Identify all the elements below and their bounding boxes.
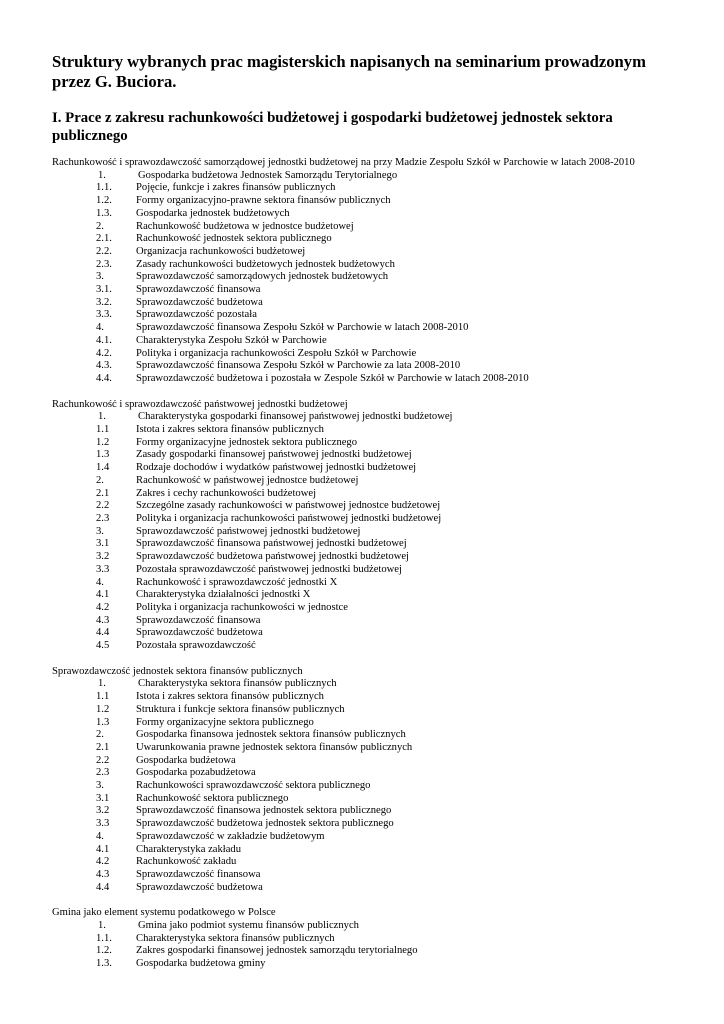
toc-entry-number: 4. — [96, 830, 104, 842]
toc-entry-text: Gospodarka finansowa jednostek sektora finansów publicznych — [136, 729, 406, 741]
toc-entry-text: Sprawozdawczość finansowa jednostek sektora publicznego — [136, 805, 392, 817]
toc-entry — [52, 844, 682, 857]
toc-entry-text: Sprawozdawczość finansowa Zespołu Szkół w Parchowie w latach 2008-2010 — [136, 322, 469, 334]
toc-entry — [52, 462, 682, 475]
toc-entry — [52, 882, 682, 895]
theses-list — [52, 157, 682, 971]
toc-entry — [52, 793, 682, 806]
toc-entry-text: Sprawozdawczość budżetowa państwowej jednostki budżetowej — [136, 551, 410, 563]
toc-entry-number: 3.2 — [96, 551, 110, 563]
thesis-title: Gmina jako element systemu podatkowego w Polsce — [52, 907, 276, 919]
toc-entry-text: Rachunkowość zakładu — [136, 856, 237, 868]
toc-entry — [52, 717, 682, 730]
section-title: I. Prace z zakresu rachunkowości budżetowej i gospodarki budżetowej jednostek sektora publicznego — [52, 110, 613, 144]
toc-entry-text: Formy organizacyjno-prawne sektora finansów publicznych — [136, 195, 391, 207]
toc-entry — [52, 945, 682, 958]
toc-entry-number: 4.3. — [96, 360, 112, 372]
thesis-title: Rachunkowość i sprawozdawczość państwowej jednostki budżetowej — [52, 398, 348, 410]
toc-entry-number: 4.3 — [96, 868, 110, 880]
document-title: Struktury wybranych prac magisterskich napisanych na seminarium prowadzonym przez G. Buciora. — [52, 52, 646, 91]
toc-entry — [52, 360, 682, 373]
toc-entry-text: Charakterystyka Zespołu Szkół w Parchowie — [136, 334, 327, 346]
toc-entry — [52, 615, 682, 628]
toc-entry-text: Gospodarka pozabudżetowa — [136, 767, 256, 779]
toc-entry-number: 3. — [96, 271, 104, 283]
toc-entry-number: 1.2. — [96, 195, 112, 207]
toc-entry — [52, 322, 682, 335]
document-page — [52, 52, 682, 971]
toc-entry-number: 2. — [96, 729, 104, 741]
toc-entry-number: 4.3 — [96, 614, 110, 626]
toc-entry-number: 4.2. — [96, 347, 112, 359]
thesis-block — [52, 399, 682, 653]
table-of-contents — [52, 170, 682, 386]
toc-entry — [52, 564, 682, 577]
toc-entry-text: Uwarunkowania prawne jednostek sektora finansów publicznych — [136, 741, 413, 753]
toc-entry-number: 1. — [98, 411, 106, 423]
toc-entry-number: 4.5 — [96, 640, 110, 652]
toc-entry-text: Sprawozdawczość finansowa — [136, 868, 261, 880]
toc-entry-number: 3.3. — [96, 309, 112, 321]
toc-entry-text: Istota i zakres sektora finansów publicznych — [136, 424, 324, 436]
toc-entry-text: Formy organizacyjne sektora publicznego — [136, 716, 314, 728]
toc-entry — [52, 284, 682, 297]
toc-entry-number: 4.2 — [96, 601, 110, 613]
toc-entry-number: 1.1. — [96, 182, 112, 194]
toc-entry-number: 4.4 — [96, 881, 110, 893]
toc-entry — [52, 818, 682, 831]
toc-entry — [52, 729, 682, 742]
toc-entry-text: Charakterystyka zakładu — [136, 843, 242, 855]
toc-entry — [52, 589, 682, 602]
toc-entry-text: Sprawozdawczość budżetowa i pozostała w Zespole Szkół w Parchowie w latach 2008-2010 — [136, 372, 529, 384]
toc-entry-number: 2. — [96, 474, 104, 486]
toc-entry-text: Sprawozdawczość finansowa — [136, 614, 261, 626]
toc-entry-text: Polityka i organizacja rachunkowości Zespołu Szkół w Parchowie — [136, 347, 417, 359]
toc-entry-number: 2.1. — [96, 233, 112, 245]
toc-entry-text: Sprawozdawczość finansowa — [136, 284, 261, 296]
toc-entry — [52, 933, 682, 946]
toc-entry-number: 2.3. — [96, 258, 112, 270]
toc-entry-text: Zakres gospodarki finansowej jednostek samorządu terytorialnego — [136, 945, 418, 957]
toc-entry — [52, 526, 682, 539]
toc-entry — [52, 958, 682, 971]
toc-entry-text: Rachunkowości sprawozdawczość sektora publicznego — [136, 780, 371, 792]
toc-entry — [52, 602, 682, 615]
toc-entry-number: 4.2 — [96, 856, 110, 868]
toc-entry-number: 4.4 — [96, 627, 110, 639]
toc-entry — [52, 488, 682, 501]
toc-entry-number: 1.1 — [96, 691, 110, 703]
toc-entry-text: Gmina jako podmiot systemu finansów publicznych — [138, 920, 359, 932]
toc-entry-text: Sprawozdawczość finansowa państwowej jednostki budżetowej — [136, 538, 407, 550]
toc-entry-number: 2. — [96, 220, 104, 232]
toc-entry-number: 3.1. — [96, 284, 112, 296]
toc-entry-text: Rachunkowość jednostek sektora publicznego — [136, 233, 332, 245]
toc-entry-number: 2.2. — [96, 245, 112, 257]
toc-entry-text: Sprawozdawczość finansowa Zespołu Szkół w Parchowie za lata 2008-2010 — [136, 360, 461, 372]
toc-entry-text: Rachunkowość w państwowej jednostce budżetowej — [136, 474, 359, 486]
toc-entry-text: Rachunkowość sektora publicznego — [136, 792, 289, 804]
toc-entry-text: Pojęcie, funkcje i zakres finansów publicznych — [136, 182, 336, 194]
toc-entry — [52, 170, 682, 183]
toc-entry-text: Sprawozdawczość budżetowa — [136, 881, 263, 893]
toc-entry — [52, 577, 682, 590]
toc-entry-text: Gospodarka budżetowa Jednostek Samorządu Terytorialnego — [138, 169, 398, 181]
toc-entry — [52, 195, 682, 208]
toc-entry-number: 4.1 — [96, 589, 110, 601]
toc-entry — [52, 246, 682, 259]
toc-entry-number: 1.2. — [96, 945, 112, 957]
toc-entry-text: Gospodarka budżetowa — [136, 754, 236, 766]
toc-entry-number: 3.1 — [96, 538, 110, 550]
toc-entry-text: Gospodarka jednostek budżetowych — [136, 207, 290, 219]
toc-entry-number: 3. — [96, 525, 104, 537]
toc-entry — [52, 831, 682, 844]
toc-entry — [52, 373, 682, 386]
toc-entry-text: Sprawozdawczość budżetowa — [136, 627, 263, 639]
table-of-contents — [52, 411, 682, 652]
toc-entry-text: Rachunkowość i sprawozdawczość jednostki X — [136, 576, 338, 588]
toc-entry-text: Pozostała sprawozdawczość państwowej jednostki budżetowej — [136, 563, 402, 575]
toc-entry-text: Charakterystyka sektora finansów publicznych — [138, 678, 337, 690]
toc-entry — [52, 767, 682, 780]
toc-entry — [52, 805, 682, 818]
table-of-contents — [52, 920, 682, 971]
toc-entry-text: Zakres i cechy rachunkowości budżetowej — [136, 487, 317, 499]
toc-entry-number: 1.3. — [96, 958, 112, 970]
toc-entry — [52, 856, 682, 869]
toc-entry-number: 1.4 — [96, 462, 110, 474]
toc-entry — [52, 221, 682, 234]
toc-entry — [52, 475, 682, 488]
toc-entry-number: 2.2 — [96, 500, 110, 512]
toc-entry — [52, 348, 682, 361]
toc-entry-text: Organizacja rachunkowości budżetowej — [136, 245, 306, 257]
toc-entry — [52, 411, 682, 424]
toc-entry — [52, 678, 682, 691]
toc-entry — [52, 233, 682, 246]
toc-entry-text: Szczególne zasady rachunkowości w państwowej jednostce budżetowej — [136, 500, 441, 512]
toc-entry-number: 1.2 — [96, 436, 110, 448]
toc-entry-number: 3. — [96, 780, 104, 792]
toc-entry — [52, 271, 682, 284]
toc-entry-number: 3.2 — [96, 805, 110, 817]
toc-entry-number: 1.3 — [96, 449, 110, 461]
toc-entry-number: 3.1 — [96, 792, 110, 804]
toc-entry-number: 4. — [96, 322, 104, 334]
toc-entry-text: Istota i zakres sektora finansów publicznych — [136, 691, 324, 703]
toc-entry-number: 1.2 — [96, 703, 110, 715]
toc-entry-text: Charakterystyka gospodarki finansowej państwowej jednostki budżetowej — [138, 411, 453, 423]
table-of-contents — [52, 678, 682, 894]
thesis-block — [52, 666, 682, 895]
toc-entry-text: Pozostała sprawozdawczość — [136, 640, 256, 652]
toc-entry-number: 4. — [96, 576, 104, 588]
toc-entry-number: 1. — [98, 169, 106, 181]
toc-entry — [52, 538, 682, 551]
toc-entry — [52, 755, 682, 768]
toc-entry-number: 1. — [98, 678, 106, 690]
toc-entry — [52, 640, 682, 653]
thesis-block — [52, 907, 682, 971]
toc-entry-text: Sprawozdawczość samorządowych jednostek budżetowych — [136, 271, 389, 283]
toc-entry-number: 3.3 — [96, 818, 110, 830]
thesis-title: Rachunkowość i sprawozdawczość samorządowej jednostki budżetowej na przy Madzie Zespołu Szkół w Parchowie w latach 2008-2010 — [52, 157, 635, 168]
toc-entry-number: 4.4. — [96, 372, 112, 384]
toc-entry-number: 4.1. — [96, 334, 112, 346]
toc-entry — [52, 335, 682, 348]
toc-entry-text: Sprawozdawczość budżetowa jednostek sektora publicznego — [136, 818, 394, 830]
toc-entry — [52, 208, 682, 221]
toc-entry — [52, 259, 682, 272]
toc-entry-text: Zasady rachunkowości budżetowych jednostek budżetowych — [136, 258, 395, 270]
toc-entry-number: 1. — [98, 920, 106, 932]
toc-entry — [52, 424, 682, 437]
toc-entry-text: Sprawozdawczość budżetowa — [136, 296, 263, 308]
toc-entry — [52, 704, 682, 717]
toc-entry-text: Charakterystyka sektora finansów publicznych — [136, 932, 335, 944]
toc-entry-number: 1.1. — [96, 932, 112, 944]
toc-entry-text: Zasady gospodarki finansowej państwowej jednostki budżetowej — [136, 449, 412, 461]
toc-entry — [52, 627, 682, 640]
toc-entry-text: Struktura i funkcje sektora finansów publicznych — [136, 703, 345, 715]
toc-entry-text: Polityka i organizacja rachunkowości państwowej jednostki budżetowej — [136, 512, 442, 524]
toc-entry-number: 1.3. — [96, 207, 112, 219]
toc-entry-text: Formy organizacyjne jednostek sektora publicznego — [136, 436, 358, 448]
toc-entry — [52, 869, 682, 882]
toc-entry-text: Rachunkowość budżetowa w jednostce budżetowej — [136, 220, 354, 232]
toc-entry — [52, 742, 682, 755]
toc-entry — [52, 920, 682, 933]
toc-entry-number: 3.3 — [96, 563, 110, 575]
toc-entry — [52, 691, 682, 704]
toc-entry — [52, 437, 682, 450]
toc-entry-text: Charakterystyka działalności jednostki X — [136, 589, 311, 601]
toc-entry-text: Rodzaje dochodów i wydatków państwowej jednostki budżetowej — [136, 462, 417, 474]
toc-entry — [52, 500, 682, 513]
toc-entry-number: 1.3 — [96, 716, 110, 728]
toc-entry — [52, 513, 682, 526]
toc-entry — [52, 780, 682, 793]
toc-entry — [52, 551, 682, 564]
thesis-title: Sprawozdawczość jednostek sektora finansów publicznych — [52, 665, 303, 677]
toc-entry-number: 3.2. — [96, 296, 112, 308]
toc-entry-number: 4.1 — [96, 843, 110, 855]
toc-entry-text: Sprawozdawczość w zakładzie budżetowym — [136, 830, 325, 842]
toc-entry-text: Sprawozdawczość państwowej jednostki budżetowej — [136, 525, 361, 537]
toc-entry-number: 2.3 — [96, 512, 110, 524]
toc-entry-number: 2.1 — [96, 741, 110, 753]
toc-entry-text: Polityka i organizacja rachunkowości w jednostce — [136, 601, 348, 613]
toc-entry — [52, 182, 682, 195]
toc-entry-text: Gospodarka budżetowa gminy — [136, 958, 266, 970]
toc-entry — [52, 449, 682, 462]
toc-entry-text: Sprawozdawczość pozostała — [136, 309, 257, 321]
toc-entry-number: 2.2 — [96, 754, 110, 766]
toc-entry — [52, 297, 682, 310]
toc-entry — [52, 309, 682, 322]
toc-entry-number: 2.1 — [96, 487, 110, 499]
toc-entry-number: 2.3 — [96, 767, 110, 779]
thesis-block — [52, 157, 682, 386]
toc-entry-number: 1.1 — [96, 424, 110, 436]
